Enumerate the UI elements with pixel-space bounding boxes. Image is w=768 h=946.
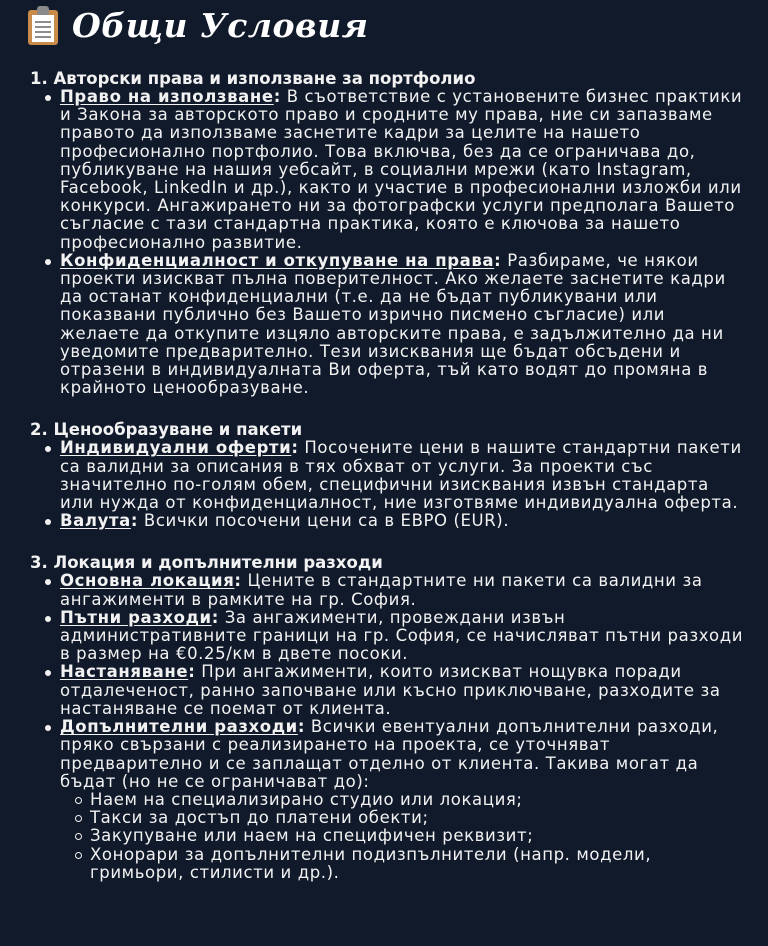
list-item: Настаняване: При ангажименти, които изискват нощувка поради отдалеченост, ранно започване или късно приключване, разходите за настаняване се поемат от клиента. <box>60 663 746 718</box>
sub-list <box>60 791 746 882</box>
list-item: Пътни разходи: За ангажименти, провеждани извън административните граници на гр. София, се начисляват пътни разходи в размер на €0.25/км в двете посоки. <box>60 609 746 664</box>
page-title: Общи Условия <box>72 5 369 45</box>
term-usage-right: Право на използване <box>60 87 274 106</box>
section-copyright <box>30 70 746 397</box>
sub-list-item: Наем на специализирано студио или локация; <box>90 791 746 809</box>
item-text: Всички евентуални допълнителни разходи, пряко свързани с реализирането на проекта, се уточняват предварително и се заплащат отделно от клиента. Такива могат да бъдат (но не се ограничават до): <box>60 717 719 791</box>
term-additional-costs: Допълнителни разходи <box>60 717 298 737</box>
item-text: В съответствие с установените бизнес практики и Закона за авторското право и сродните му права, ние си запазваме правото да използваме заснетите кадри за целите на нашето професионално портфолио. Това включва, без да се ограничава до, публикуване на нашия уебсайт, в социални мрежи (като Instagram, Facebook, LinkedIn и др.), както и участие в професионални изложби или конкурси. Ангажирането ни за фотографски услуги предполага Вашето съгласие с тази стандартна практика, която е ключова за нашето професионално развитие. <box>60 87 743 252</box>
section-pricing <box>30 421 746 530</box>
item-text: Посочените цени в нашите стандартни пакети са валидни за описания в тях обхват от услуги. За проекти със значително по-голям обем, специфични изисквания извън стандарта или нужда от конфиденциалност, ние изготвяме индивидуална оферта. <box>60 438 742 513</box>
list-item: Индивидуални оферти: Посочените цени в нашите стандартни пакети са валидни за описания в тях обхват от услуги. За проекти със значително по-голям обем, специфични изисквания извън стандарта или нужда от конфиденциалност, ние изготвяме индивидуална оферта. <box>60 439 746 512</box>
clipboard-icon <box>28 5 58 45</box>
item-text: Разбираме, че някои проекти изискват пълна поверителност. Ако желаете заснетите кадри да останат конфиденциални (т.е. да не бъдат публикувани или показвани публично без Вашето изрично писмено съгласие) или желаете да откупите изцяло авторските права, е задължително да ни уведомите предварително. Тези изисквания ще бъдат обсъдени и отразени в индивидуалната Ви оферта, тъй като водят до промяна в крайното ценообразуване. <box>60 250 726 398</box>
section-location-costs <box>30 554 746 881</box>
item-text: Всички посочени цени са в ЕВРО (EUR). <box>143 511 510 531</box>
section-items <box>30 439 746 530</box>
sub-list-item: Хонорари за допълнителни подизпълнители (напр. модели, гримьори, стилисти и др.). <box>90 846 746 882</box>
sub-list-item: Закупуване или наем на специфичен реквизит; <box>90 827 746 845</box>
item-text: За ангажименти, провеждани извън административните граници на гр. София, се начисляват пътни разходи в размер на €0.25/км в двете посоки. <box>60 607 744 664</box>
term-currency: Валута <box>60 511 131 531</box>
sub-list-item: Такси за достъп до платени обекти; <box>90 809 746 827</box>
section-heading: 3. Локация и допълнителни разходи <box>30 553 383 573</box>
term-accommodation: Настаняване <box>60 662 189 682</box>
list-item: Конфиденциалност и откупуване на права: Разбираме, че някои проекти изискват пълна поверителност. Ако желаете заснетите кадри да останат конфиденциални (т.е. да не бъдат публикувани или показвани публично без Вашето изрично писмено съгласие) или желаете да откупите изцяло авторските права, е задължително да ни уведомите предварително. Тези изисквания ще бъдат обсъдени и отразени в индивидуалната Ви оферта, тъй като водят до промяна в крайното ценообразуване. <box>60 252 746 398</box>
term-travel-costs: Пътни разходи <box>60 607 212 627</box>
section-items <box>30 88 746 397</box>
term-custom-offers: Индивидуални оферти <box>60 438 292 458</box>
list-item: Право на използване: В съответствие с установените бизнес практики и Закона за авторското право и сродните му права, ние си запазваме правото да използваме заснетите кадри за целите на нашето професионално портфолио. Това включва, без да се ограничава до, публикуване на нашия уебсайт, в социални мрежи (като Instagram, Facebook, LinkedIn и др.), както и участие в професионални изложби или конкурси. Ангажирането ни за фотографски услуги предполага Вашето съгласие с тази стандартна практика, която е ключова за нашето професионално развитие. <box>60 88 746 252</box>
item-text: Цените в стандартните ни пакети са валидни за ангажименти в рамките на гр. София. <box>60 571 703 609</box>
list-item: Основна локация: Цените в стандартните ни пакети са валидни за ангажименти в рамките на гр. София. <box>60 572 746 608</box>
title-row <box>28 0 746 50</box>
section-items <box>30 572 746 881</box>
term-main-location: Основна локация <box>60 571 235 591</box>
list-item: Валута: Всички посочени цени са в ЕВРО (EUR). <box>60 512 746 530</box>
section-heading: 2. Ценообразуване и пакети <box>30 420 303 440</box>
term-confidentiality: Конфиденциалност и откупуване на права <box>60 250 495 270</box>
section-heading: 1. Авторски права и използване за портфолио <box>30 69 476 88</box>
list-item: Допълнителни разходи: Всички евентуални допълнителни разходи, пряко свързани с реализирането на проекта, се уточняват предварително и се заплащат отделно от клиента. Такива могат да бъдат (но не се ограничават до): Наем на специализирано студио или локация; Такси за достъп до платени обекти; Закупуване или наем на специфичен реквизит; Хонорари за допълнителни подизпълнители (напр. модели, гримьори, стилисти и др.). <box>60 718 746 882</box>
item-text: При ангажименти, които изискват нощувка поради отдалеченост, ранно започване или късно приключване, разходите за настаняване се поемат от клиента. <box>60 662 721 718</box>
